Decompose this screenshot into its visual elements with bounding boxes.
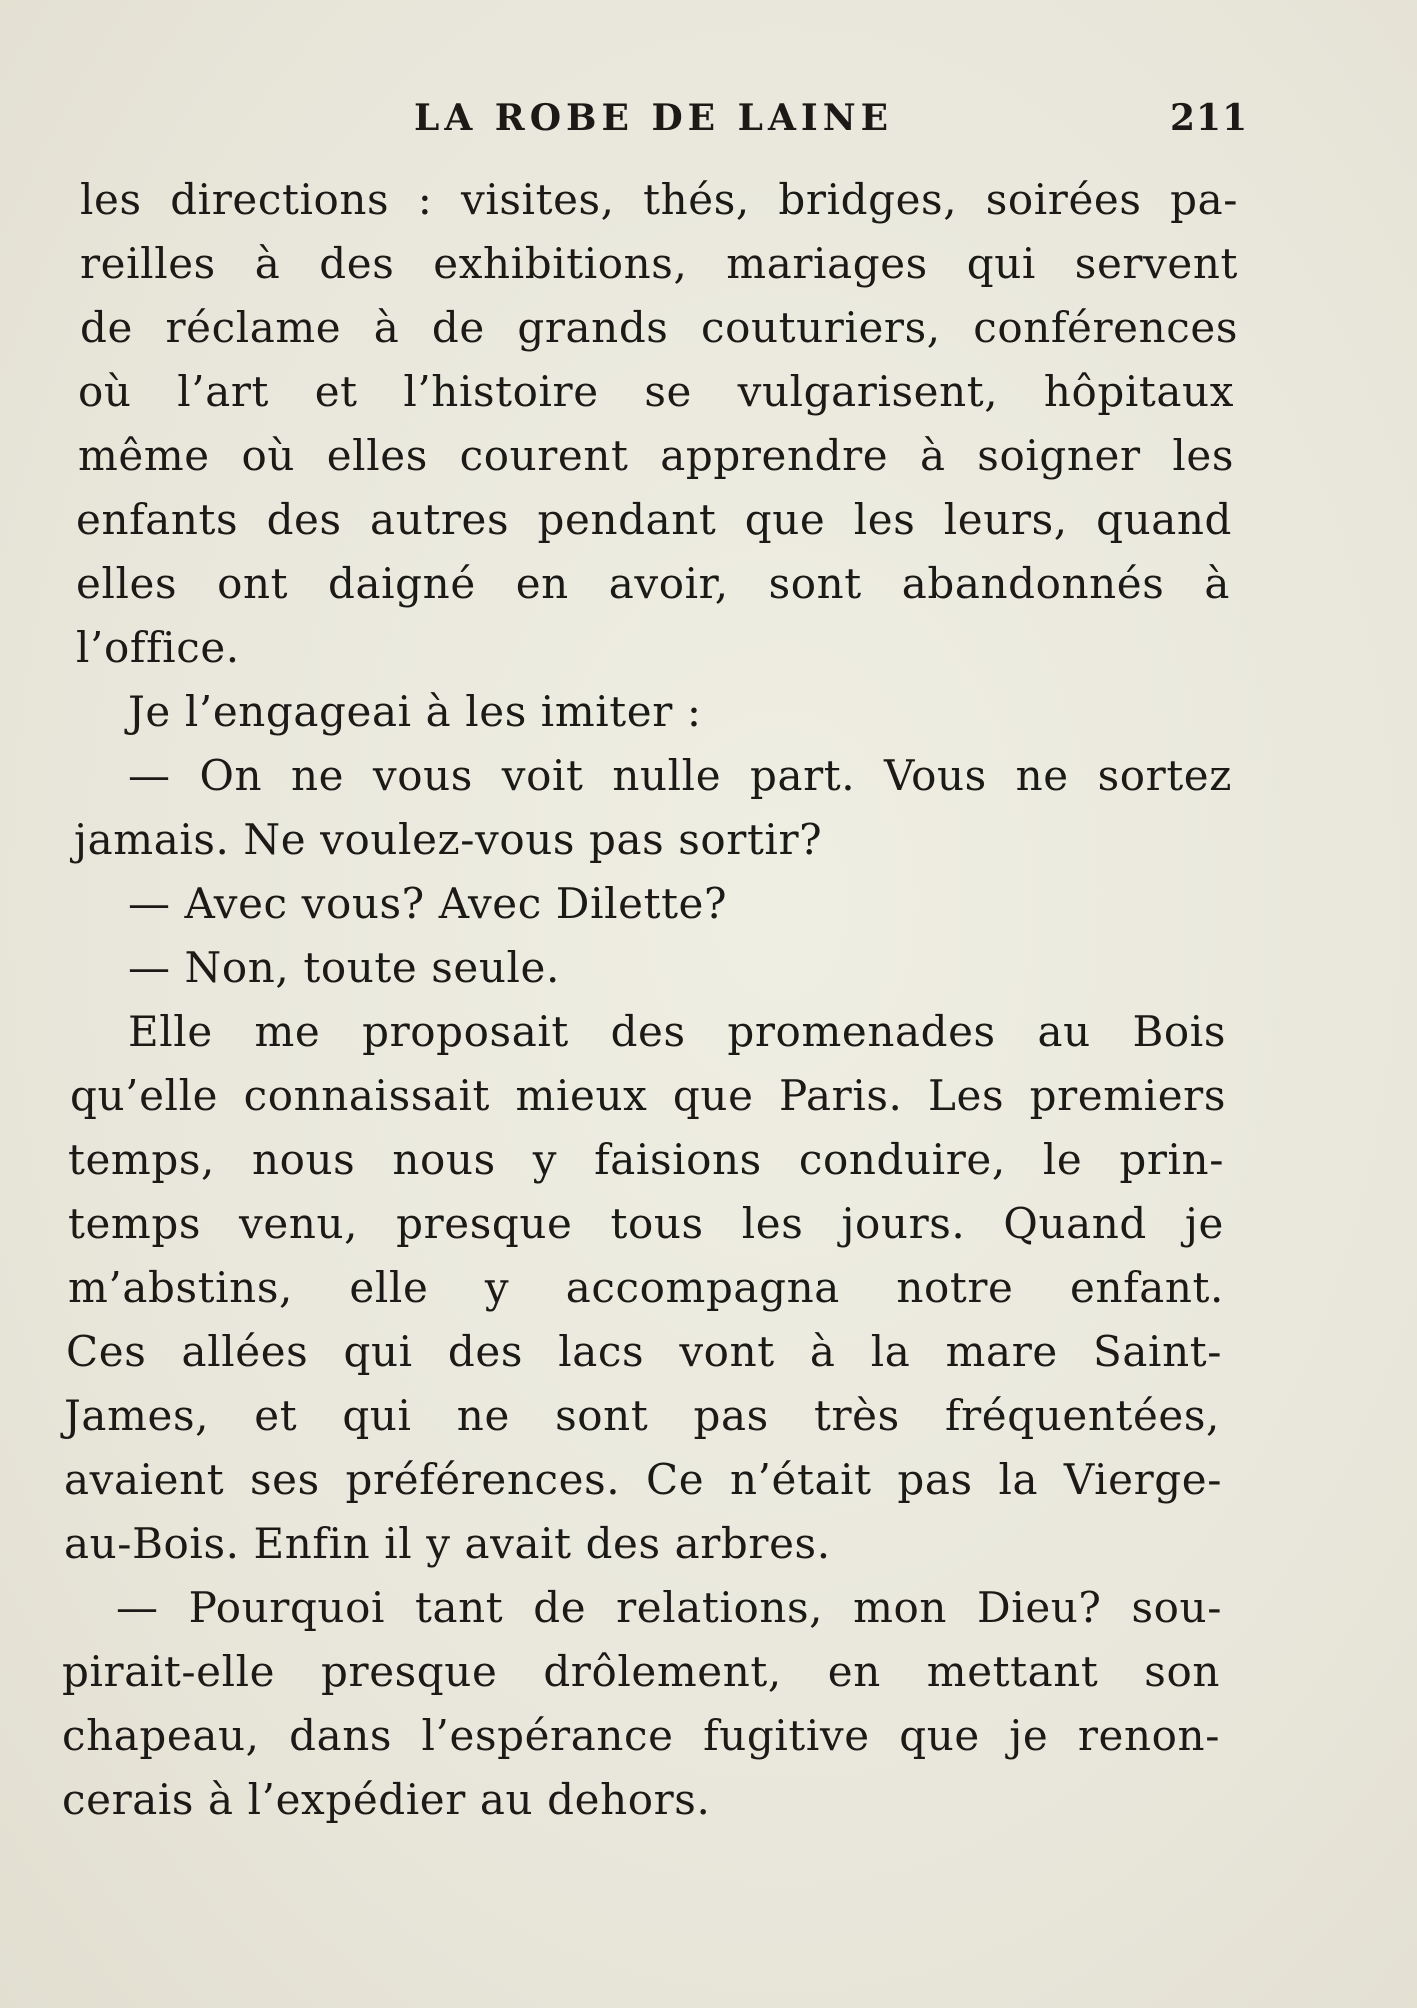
text-line: elles ont daigné en avoir, sont abandonnés à	[76, 559, 1230, 608]
text-line: Elle me proposait des promenades au Bois	[128, 1007, 1226, 1056]
text-line: qu’elle connaissait mieux que Paris. Les premiers	[70, 1071, 1226, 1120]
page-number: 211	[1170, 97, 1249, 139]
text-line: cerais à l’expédier au dehors.	[62, 1775, 711, 1824]
text-line: l’office.	[76, 623, 240, 672]
text-line: m’abstins, elle y accompagna notre enfant.	[68, 1263, 1224, 1312]
text-line: — Non, toute seule.	[128, 943, 560, 992]
running-title: LA ROBE DE LAINE	[414, 97, 894, 139]
text-line: au-Bois. Enfin il y avait des arbres.	[64, 1519, 831, 1568]
text-line: les directions : visites, thés, bridges, soirées pa-	[80, 175, 1238, 224]
text-line: même où elles courent apprendre à soigner les	[78, 431, 1234, 480]
text-line: Je l’engageai à les imiter :	[128, 687, 702, 736]
text-line: où l’art et l’histoire se vulgarisent, hôpitaux	[78, 367, 1234, 416]
text-line: reilles à des exhibitions, mariages qui servent	[80, 239, 1238, 288]
text-line: avaient ses préférences. Ce n’était pas la Vierge-	[64, 1455, 1222, 1504]
text-line: enfants des autres pendant que les leurs, quand	[76, 495, 1232, 544]
text-line: chapeau, dans l’espérance fugitive que je renon-	[62, 1711, 1220, 1760]
text-line: de réclame à de grands couturiers, conférences	[80, 303, 1238, 352]
text-line: jamais. Ne voulez-vous pas sortir?	[74, 815, 823, 864]
running-head	[0, 96, 1417, 146]
text-line: — Avec vous? Avec Dilette?	[128, 879, 728, 928]
text-line: Ces allées qui des lacs vont à la mare Saint-	[66, 1327, 1222, 1376]
text-line: James, et qui ne sont pas très fréquentées,	[64, 1391, 1220, 1440]
text-line: — On ne vous voit nulle part. Vous ne sortez	[128, 751, 1232, 800]
text-line: — Pourquoi tant de relations, mon Dieu? sou-	[116, 1583, 1222, 1632]
text-line: temps, nous nous y faisions conduire, le prin-	[68, 1135, 1224, 1184]
text-line: pirait-elle presque drôlement, en mettant son	[62, 1647, 1220, 1696]
text-line: temps venu, presque tous les jours. Quand je	[68, 1199, 1224, 1248]
